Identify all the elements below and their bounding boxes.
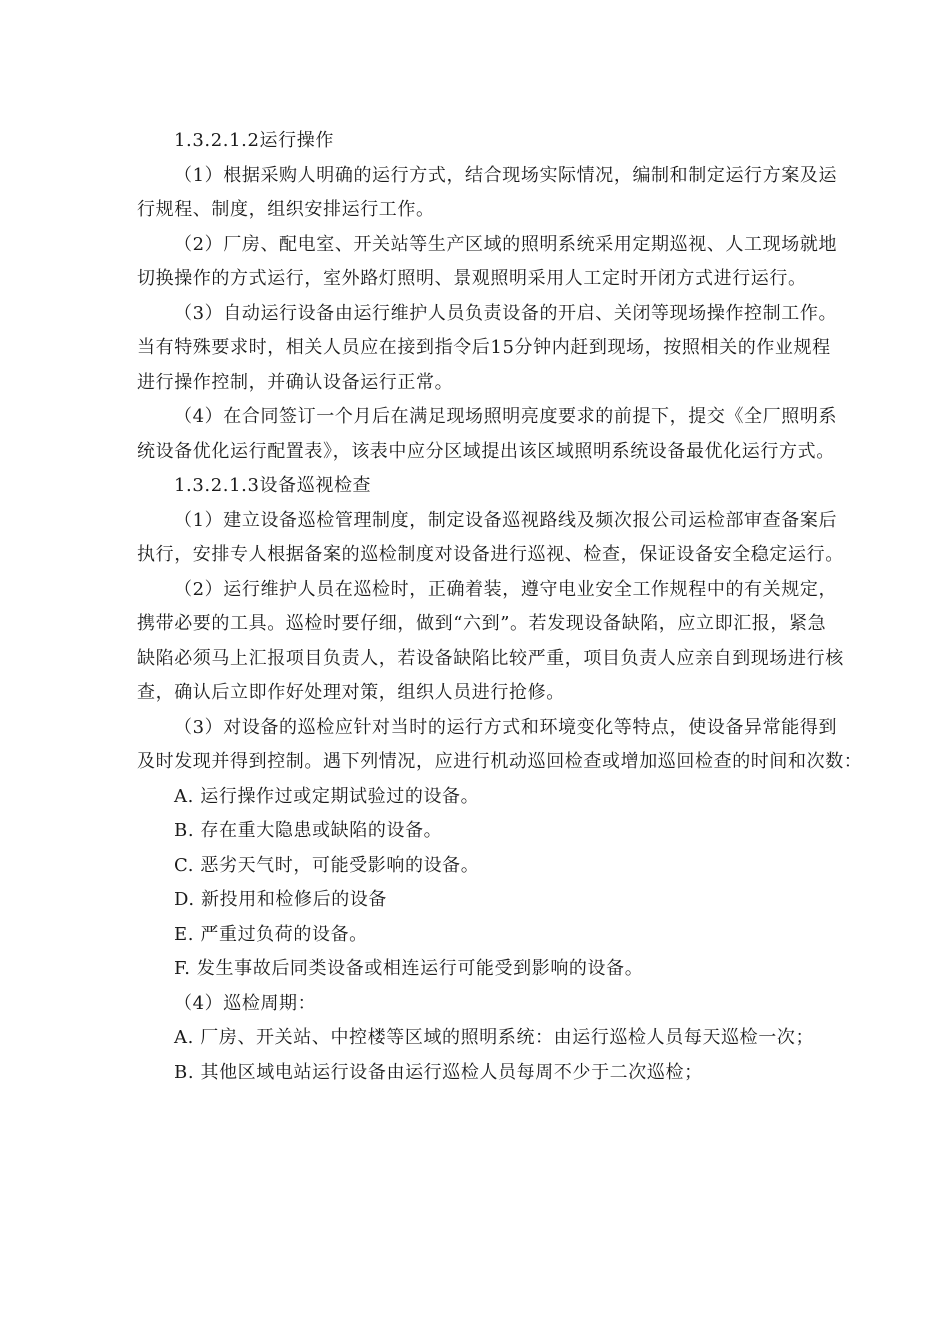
text-line: 进行操作控制，并确认设备运行正常。: [137, 371, 454, 393]
text-line: B. 其他区域电站运行设备由运行巡检人员每周不少于二次巡检；: [174, 1061, 703, 1083]
text-line: C. 恶劣天气时，可能受影响的设备。: [174, 854, 480, 876]
text-line: 缺陷必须马上汇报项目负责人，若设备缺陷比较严重，项目负责人应亲自到现场进行核: [137, 647, 844, 669]
text-line: D. 新投用和检修后的设备: [174, 889, 388, 910]
text-line: （4）巡检周期：: [174, 992, 317, 1014]
text-line: A. 运行操作过或定期试验过的设备。: [174, 785, 480, 807]
text-line: 携带必要的工具。巡检时要仔细，做到“六到”。若发现设备缺陷，应立即汇报，紧急: [137, 613, 827, 634]
document-body: [137, 124, 863, 1090]
text-line: 1.3.2.1.3设备巡视检查: [174, 475, 372, 496]
text-line: A. 厂房、开关站、中控楼等区域的照明系统：由运行巡检人员每天巡检一次；: [174, 1027, 815, 1048]
text-line: F. 发生事故后同类设备或相连运行可能受到影响的设备。: [174, 958, 644, 979]
text-line: （2）运行维护人员在巡检时，正确着装，遵守电业安全工作规程中的有关规定，: [174, 578, 838, 600]
text-line: E. 严重过负荷的设备。: [174, 923, 368, 945]
text-line: B. 存在重大隐患或缺陷的设备。: [174, 820, 443, 841]
text-line: （2）厂房、配电室、开关站等生产区域的照明系统采用定期巡视、人工现场就地: [174, 233, 838, 255]
text-line: （3）自动运行设备由运行维护人员负责设备的开启、关闭等现场操作控制工作。: [174, 302, 838, 324]
text-line: 及时发现并得到控制。遇下列情况，应进行机动巡回检查或增加巡回检查的时间和次数：: [137, 751, 863, 772]
text-line: （3）对设备的巡检应针对当时的运行方式和环境变化等特点，使设备异常能得到: [174, 716, 838, 738]
text-line: 行规程、制度，组织安排运行工作。: [137, 199, 435, 220]
text-line: 1.3.2.1.2运行操作: [174, 130, 334, 151]
text-line: 统设备优化运行配置表》，该表中应分区域提出该区域照明系统设备最优化运行方式。: [137, 440, 835, 462]
text-line: 当有特殊要求时，相关人员应在接到指令后15分钟内赶到现场，按照相关的作业规程: [137, 337, 831, 358]
text-line: 执行，安排专人根据备案的巡检制度对设备进行巡视、检查，保证设备安全稳定运行。: [137, 544, 844, 565]
text-line: 切换操作的方式运行，室外路灯照明、景观照明采用人工定时开闭方式进行运行。: [137, 268, 807, 289]
text-line: （1）根据采购人明确的运行方式，结合现场实际情况，编制和制定运行方案及运: [174, 164, 838, 186]
text-line: （4）在合同签订一个月后在满足现场照明亮度要求的前提下，提交《全厂照明系: [174, 406, 838, 427]
text-line: 查，确认后立即作好处理对策，组织人员进行抢修。: [137, 682, 565, 703]
text-line: （1）建立设备巡检管理制度，制定设备巡视路线及频次报公司运检部审查备案后: [174, 509, 838, 531]
